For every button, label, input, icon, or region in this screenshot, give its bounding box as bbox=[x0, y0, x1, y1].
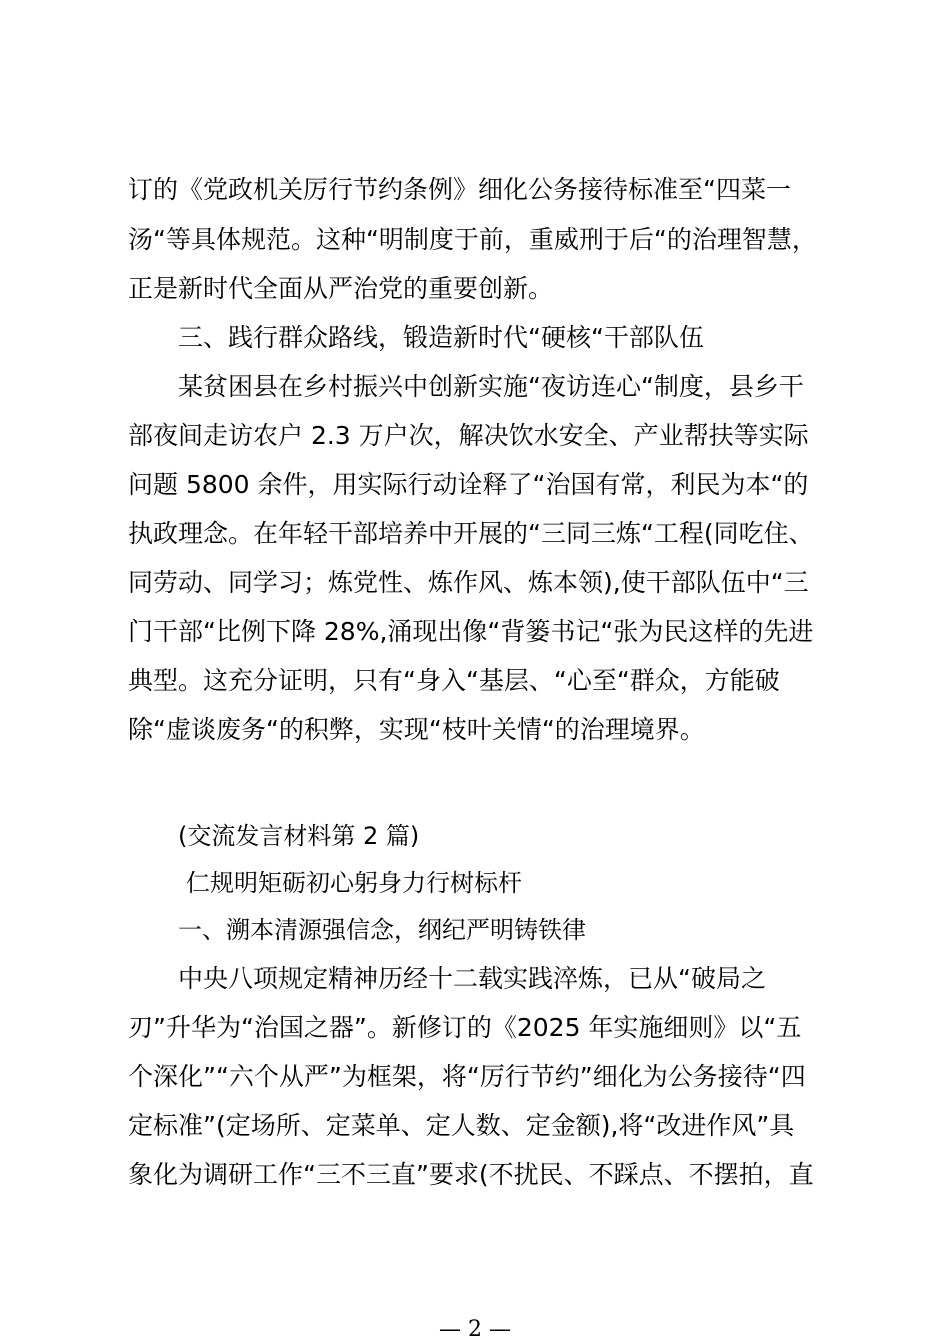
paragraph-line: 个深化”“六个从严”为框架，将“厉行节约”细化为公务接待“四 bbox=[128, 1062, 806, 1091]
paragraph-line: 部夜间走访农户 2.3 万户次，解决饮水安全、产业帮扶等实际 bbox=[128, 421, 809, 450]
paragraph-line: 订的《党政机关厉行节约条例》细化公务接待标准至“四菜一 bbox=[128, 175, 791, 204]
page-number: — 2 — bbox=[439, 1317, 511, 1342]
paragraph-line: 门干部“比例下降 28%,涌现出像“背篓书记“张为民这样的先进 bbox=[128, 617, 814, 646]
section-heading: 一、溯本清源强信念，纲纪严明铸铁律 bbox=[178, 916, 586, 944]
paragraph-line: 问题 5800 余件，用实际行动诠释了“治国有常，利民为本“的 bbox=[128, 470, 809, 499]
section-heading: 三、践行群众路线，锻造新时代“硬核“干部队伍 bbox=[178, 323, 704, 352]
paragraph-line: 定标准”(定场所、定菜单、定人数、定金额),将“改进作风”具 bbox=[128, 1111, 795, 1140]
paragraph-line: 刃”升华为“治国之器”。新修订的《2025 年实施细则》以“五 bbox=[128, 1013, 802, 1042]
document-label: (交流发言材料第 2 篇) bbox=[178, 822, 420, 850]
paragraph-line: 典型。这充分证明，只有“身入“基层、“心至“群众，方能破 bbox=[128, 666, 780, 695]
document-title: 仁规明矩砺初心躬身力行树标杆 bbox=[186, 869, 522, 897]
paragraph-line: 象化为调研工作“三不三直”要求(不扰民、不踩点、不摆拍，直 bbox=[128, 1160, 814, 1189]
paragraph-line: 执政理念。在年轻干部培养中开展的“三同三炼“工程(同吃住、 bbox=[128, 519, 814, 548]
paragraph-line: 正是新时代全面从严治党的重要创新。 bbox=[128, 274, 554, 303]
paragraph-line: 除“虚谈废务“的积弊，实现“枝叶关情“的治理境界。 bbox=[128, 715, 705, 744]
paragraph-line: 同劳动、同学习；炼党性、炼作风、炼本领),使干部队伍中“三 bbox=[128, 568, 809, 597]
paragraph-line: 汤“等具体规范。这种“明制度于前，重威刑于后“的治理智慧， bbox=[128, 225, 817, 254]
paragraph-line: 某贫困县在乡村振兴中创新实施“夜访连心“制度，县乡干 bbox=[178, 372, 804, 401]
paragraph-line: 中央八项规定精神历经十二载实践淬炼，已从“破局之 bbox=[178, 964, 766, 993]
